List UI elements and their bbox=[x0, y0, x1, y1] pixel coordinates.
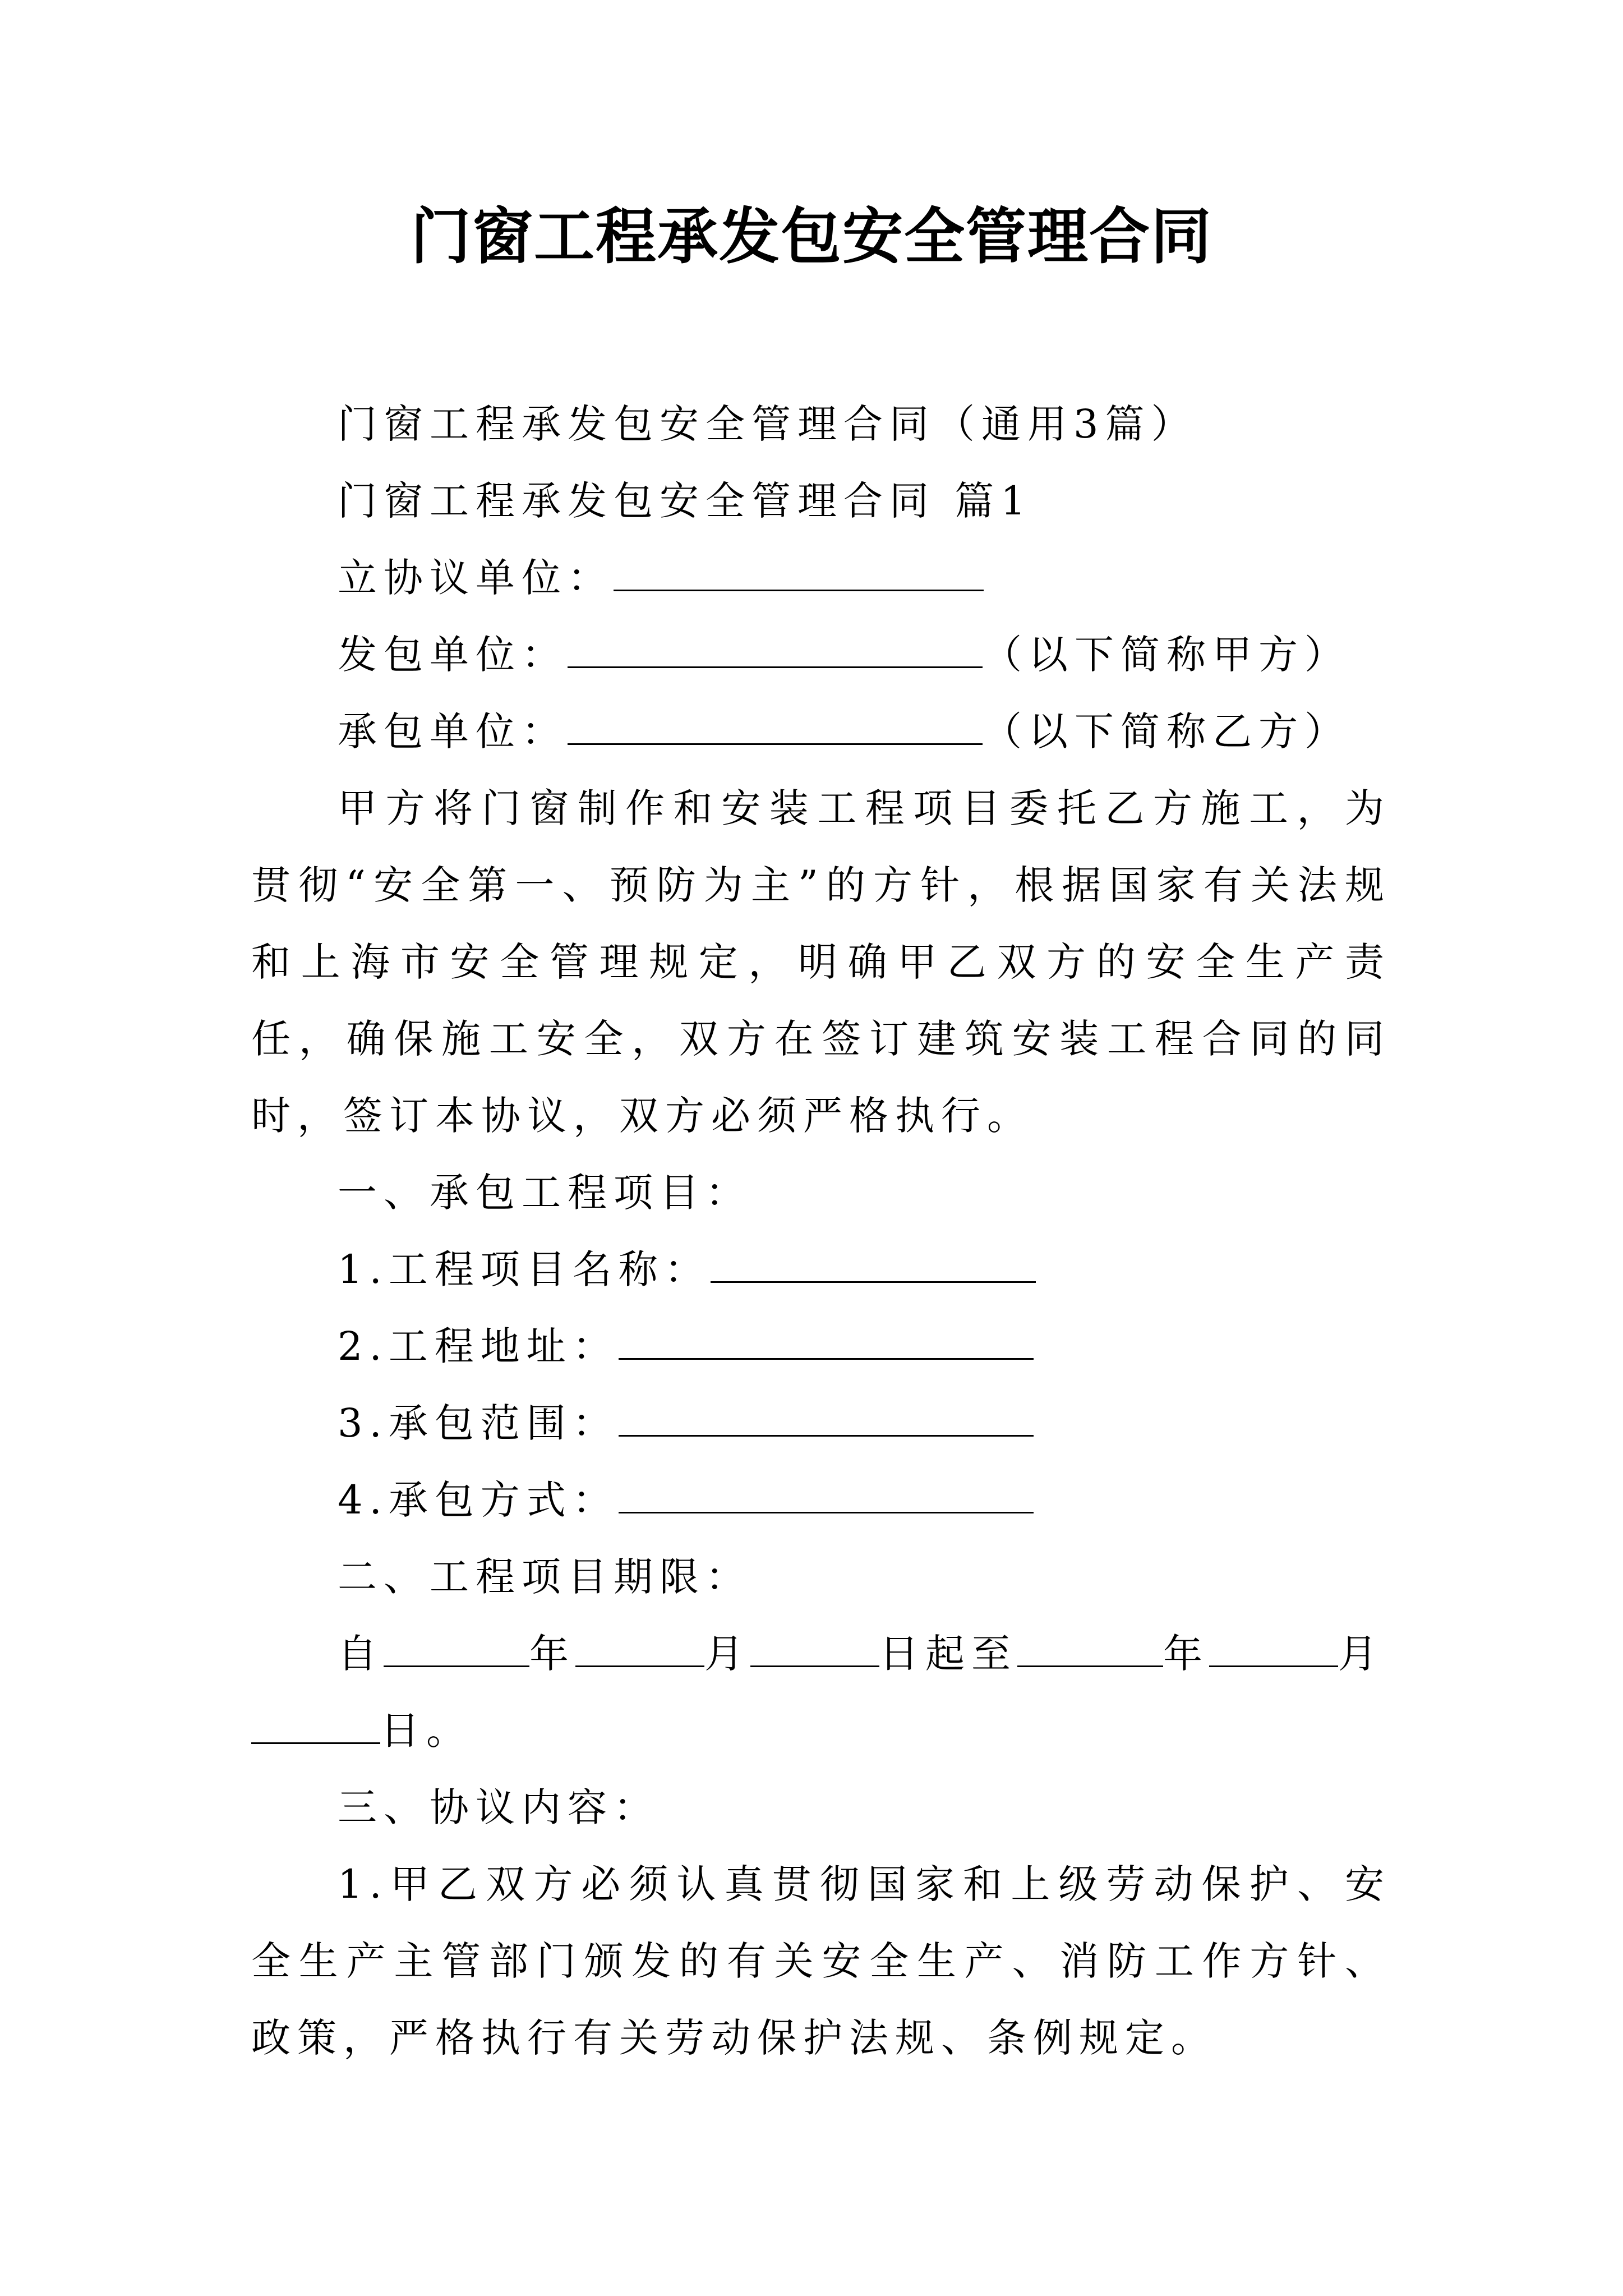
date-end-day: 日。 bbox=[380, 1708, 472, 1754]
item1-line bbox=[251, 1231, 1391, 1308]
item3-blank[interactable] bbox=[619, 1393, 1034, 1437]
date-day-to: 日起至 bbox=[879, 1631, 1017, 1677]
party-agreement-label: 立协议单位： bbox=[338, 555, 614, 601]
item4-blank[interactable] bbox=[619, 1470, 1034, 1513]
date-line bbox=[251, 1616, 1391, 1692]
item2-label: 2.工程地址： bbox=[338, 1323, 619, 1369]
end-month-blank[interactable] bbox=[1209, 1624, 1338, 1667]
item3-line bbox=[251, 1385, 1391, 1462]
end-year-blank[interactable] bbox=[1017, 1624, 1163, 1667]
party-b-label: 承包单位： bbox=[338, 708, 568, 754]
item2-line bbox=[251, 1308, 1391, 1385]
party-a-note: （以下简称甲方） bbox=[983, 632, 1350, 678]
end-day-blank[interactable] bbox=[251, 1701, 380, 1744]
document-title: 门窗工程承发包安全管理合同 bbox=[410, 201, 1212, 272]
document-subtitle: 门窗工程承发包安全管理合同（通用3篇） bbox=[338, 401, 1197, 447]
party-b-blank[interactable] bbox=[568, 702, 983, 745]
party-agreement-blank[interactable] bbox=[614, 548, 984, 591]
date-end-year: 年 bbox=[1163, 1631, 1209, 1677]
party-a-label: 发包单位： bbox=[338, 632, 568, 678]
party-b-line bbox=[251, 693, 1391, 770]
date-end-line bbox=[251, 1692, 1391, 1769]
intro-paragraph: 甲方将门窗制作和安装工程项目委托乙方施工，为贯彻“安全第一、预防为主”的方针，根据国家有关法规和上海市安全管理规定，明确甲乙双方的安全生产责任，确保施工安全，双方在签订建筑安装工程合同的同时，签订本协议，双方必须严格执行。 bbox=[251, 785, 1391, 1139]
section3-heading: 三、协议内容： bbox=[338, 1784, 660, 1830]
party-b-note: （以下简称乙方） bbox=[983, 708, 1350, 754]
section1-heading: 一、承包工程项目： bbox=[338, 1170, 751, 1216]
date-from: 自 bbox=[338, 1631, 384, 1677]
party-a-line bbox=[251, 616, 1391, 693]
date-year: 年 bbox=[529, 1631, 575, 1677]
date-month: 月 bbox=[704, 1631, 750, 1677]
item1-label: 1.工程项目名称： bbox=[338, 1246, 711, 1292]
section-heading: 门窗工程承发包安全管理合同 篇1 bbox=[338, 478, 1032, 524]
start-year-blank[interactable] bbox=[384, 1624, 529, 1667]
section2-heading: 二、工程项目期限： bbox=[338, 1554, 751, 1600]
start-day-blank[interactable] bbox=[750, 1624, 879, 1667]
party-a-blank[interactable] bbox=[568, 625, 983, 668]
document-body bbox=[251, 386, 1391, 2077]
item1-blank[interactable] bbox=[711, 1240, 1036, 1283]
party-agreement-line bbox=[251, 540, 1391, 616]
item3-label: 3.承包范围： bbox=[338, 1400, 619, 1446]
start-month-blank[interactable] bbox=[575, 1624, 704, 1667]
item4-line bbox=[251, 1462, 1391, 1539]
date-end-month: 月 bbox=[1338, 1631, 1384, 1677]
item4-label: 4.承包方式： bbox=[338, 1477, 619, 1523]
item2-blank[interactable] bbox=[619, 1317, 1034, 1360]
clause1-paragraph: 1.甲乙双方必须认真贯彻国家和上级劳动保护、安全生产主管部门颁发的有关安全生产、消防工作方针、政策，严格执行有关劳动保护法规、条例规定。 bbox=[251, 1861, 1391, 2061]
